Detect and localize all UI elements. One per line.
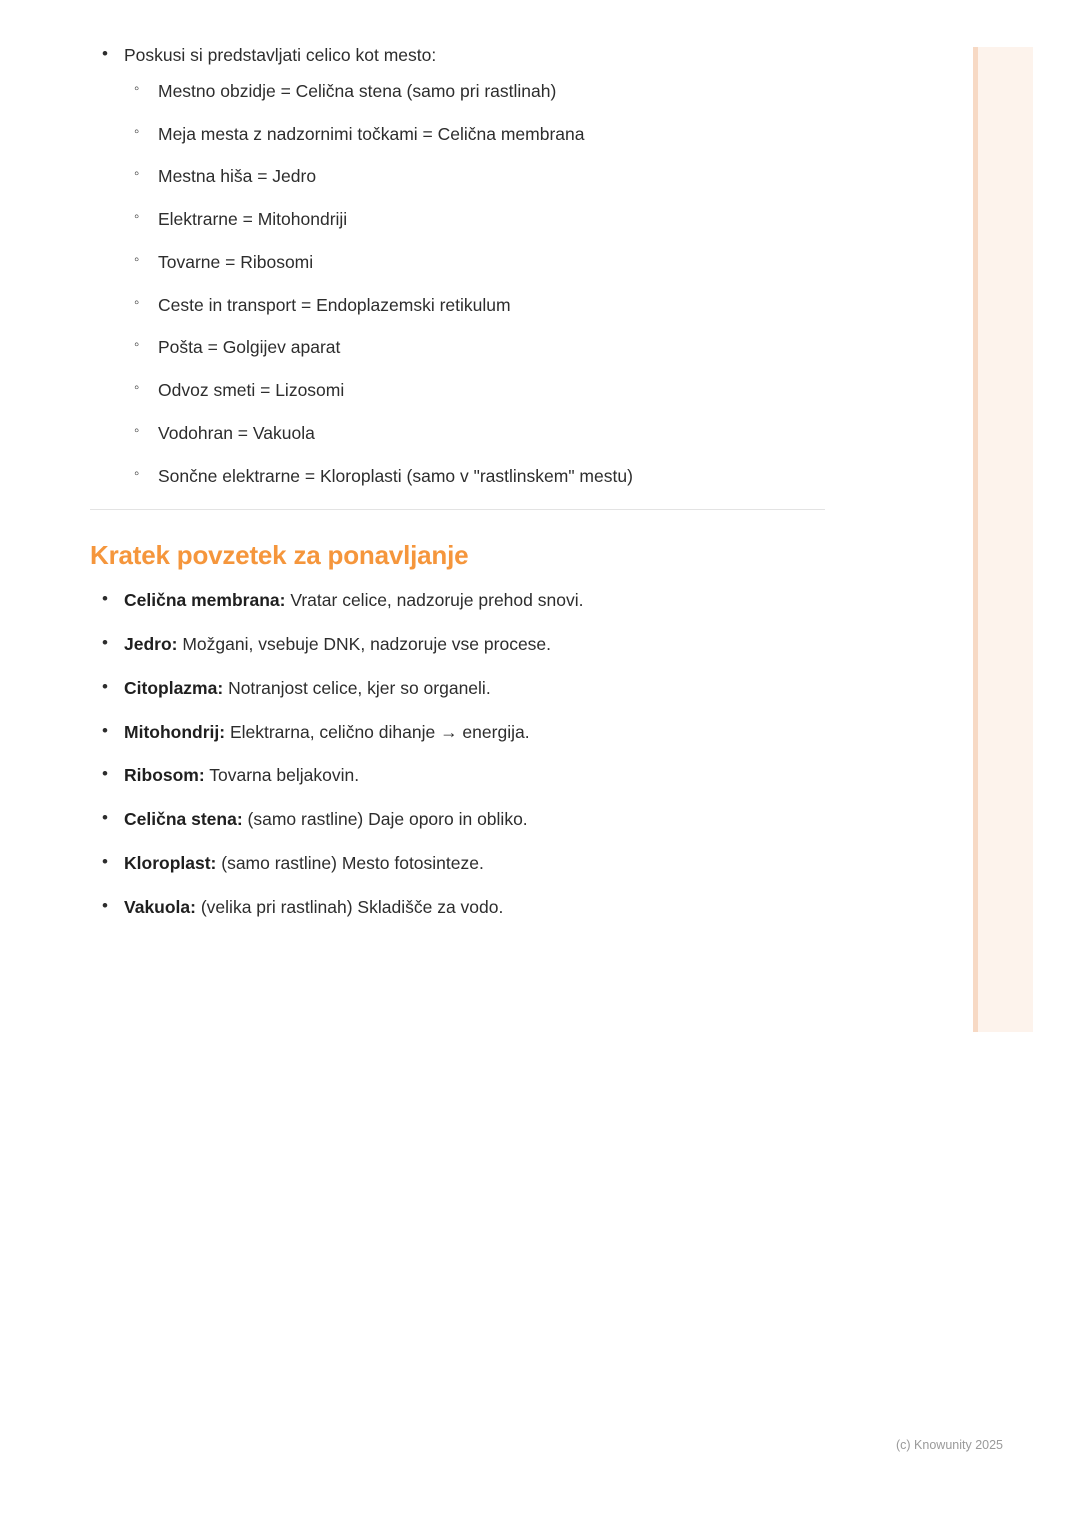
summary-term: Citoplazma: — [124, 677, 224, 698]
summary-term: Celična membrana: — [124, 590, 286, 611]
analogy-text: Mestno obzidje = Celična stena (samo pri rastlinah) — [158, 80, 557, 101]
summary-description: Vratar celice, nadzoruje prehod snovi. — [290, 590, 584, 611]
intro-bullet-text: Poskusi si predstavljati celico kot mesto: — [124, 45, 437, 65]
summary-term: Jedro: — [124, 634, 178, 654]
list-item — [124, 123, 830, 146]
list-item — [90, 764, 830, 787]
list-item — [90, 721, 830, 744]
decorative-side-panel — [973, 47, 1033, 1032]
copyright-footer: (c) Knowunity 2025 — [896, 1438, 1004, 1452]
list-item — [124, 465, 830, 488]
summary-description: (samo rastline) Daje oporo in obliko. — [247, 809, 528, 829]
analogy-text: Pošta = Golgijev aparat — [158, 337, 341, 358]
list-item — [124, 80, 830, 103]
analogy-text: Tovarne = Ribosomi — [158, 251, 314, 272]
list-item — [124, 294, 830, 317]
list-item — [90, 896, 830, 919]
document-content — [90, 44, 830, 939]
summary-term: Vakuola: — [124, 896, 196, 917]
summary-description: (velika pri rastlinah) Skladišče za vodo. — [200, 896, 504, 917]
analogy-text: Elektrarne = Mitohondriji — [158, 209, 348, 229]
analogy-text: Sončne elektrarne = Kloroplasti (samo v "rastlinskem" mestu) — [158, 465, 633, 486]
analogy-text: Vodohran = Vakuola — [158, 422, 315, 443]
analogy-sublist — [124, 80, 830, 488]
summary-term: Celična stena: — [124, 809, 243, 829]
summary-description: (samo rastline) Mesto fotosinteze. — [221, 852, 484, 873]
summary-description: Tovarna beljakovin. — [209, 765, 360, 786]
analogy-text: Mestna hiša = Jedro — [158, 166, 317, 187]
list-item — [90, 633, 830, 656]
decorative-side-stripe — [973, 47, 978, 1032]
list-item — [124, 336, 830, 359]
summary-description: Notranjost celice, kjer so organeli. — [228, 677, 491, 698]
list-item — [90, 589, 830, 612]
list-item — [124, 379, 830, 402]
analogy-text: Odvoz smeti = Lizosomi — [158, 380, 345, 400]
analogy-list — [90, 44, 830, 487]
summary-term: Ribosom: — [124, 765, 205, 786]
summary-term: Mitohondrij: — [124, 721, 226, 742]
analogy-text: Ceste in transport = Endoplazemski retikulum — [158, 294, 511, 315]
summary-term: Kloroplast: — [124, 852, 217, 873]
list-item — [124, 165, 830, 188]
list-item — [124, 208, 830, 231]
analogy-text: Meja mesta z nadzornimi točkami = Celična membrana — [158, 123, 585, 144]
list-item — [90, 677, 830, 700]
list-item — [124, 422, 830, 445]
summary-description: Možgani, vsebuje DNK, nadzoruje vse procese. — [182, 634, 552, 654]
list-item — [90, 852, 830, 875]
list-item-intro — [90, 44, 830, 487]
summary-description: Elektrarna, celično dihanje → energija. — [229, 721, 530, 742]
page-title: Kratek povzetek za ponavljanje — [90, 540, 469, 571]
list-item — [90, 808, 830, 831]
list-item — [124, 251, 830, 274]
summary-list — [90, 589, 830, 918]
section-divider — [90, 509, 825, 510]
